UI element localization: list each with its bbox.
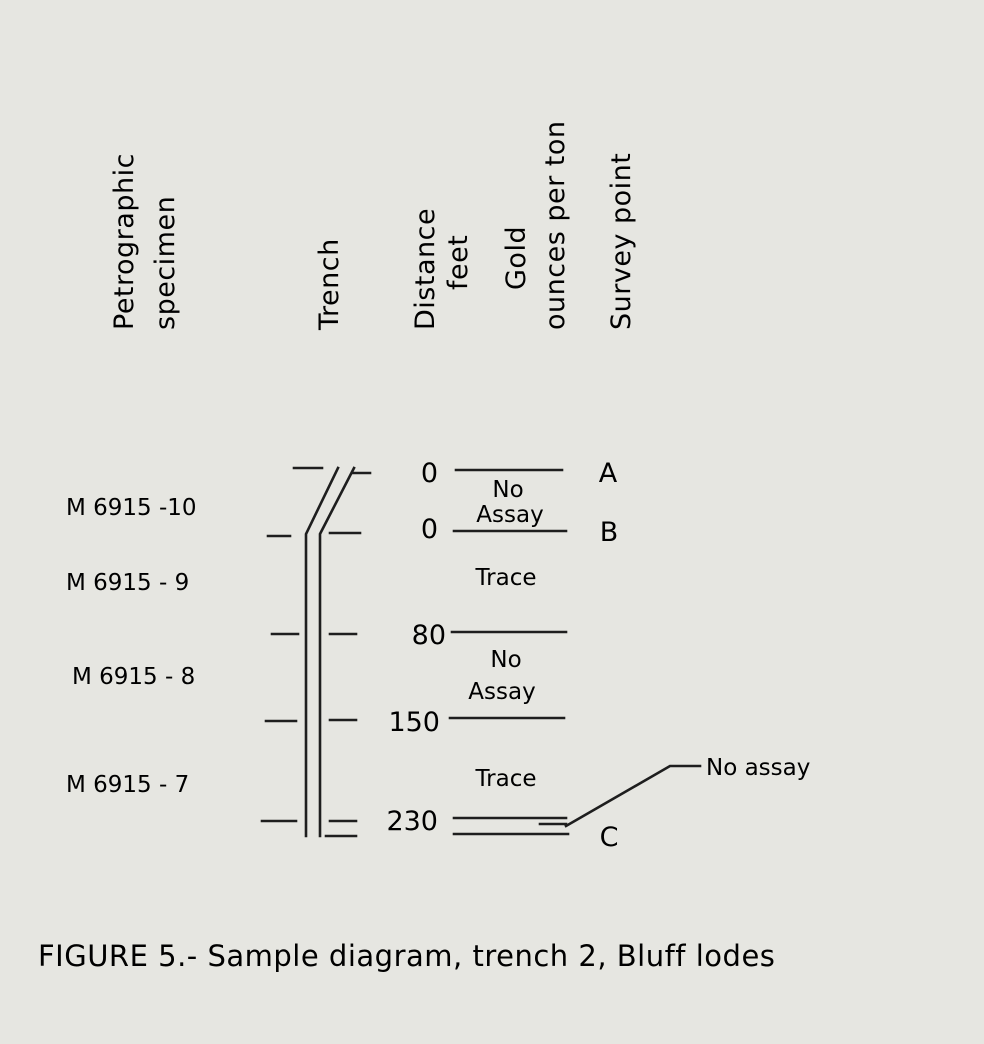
distance-label: 80 bbox=[411, 620, 446, 651]
assay-label: Assay bbox=[476, 502, 544, 528]
distance-label: 0 bbox=[420, 514, 438, 545]
distance-label: 230 bbox=[386, 806, 438, 837]
distance-label: 0 bbox=[420, 458, 438, 489]
trench-drawing bbox=[262, 468, 370, 836]
header-gold-line1: Gold bbox=[501, 225, 532, 290]
assay-label: No bbox=[492, 477, 524, 503]
specimen-label: M 6915 -10 bbox=[66, 495, 197, 521]
distance-label: 150 bbox=[388, 707, 440, 738]
callout-label: No assay bbox=[706, 755, 811, 781]
trench-wall-right bbox=[320, 468, 354, 836]
column-headers bbox=[109, 121, 637, 332]
specimen-label: M 6915 - 9 bbox=[66, 570, 190, 596]
assay-labels bbox=[468, 477, 543, 792]
specimen-label: M 6915 - 7 bbox=[66, 772, 190, 798]
trench-wall-left bbox=[306, 468, 338, 836]
assay-label: Assay bbox=[468, 679, 536, 705]
trench-tick-0a bbox=[294, 468, 370, 473]
survey-point-label: B bbox=[599, 517, 619, 548]
survey-point-label: C bbox=[599, 822, 619, 853]
header-trench: Trench bbox=[314, 238, 345, 330]
specimen-labels bbox=[66, 495, 197, 798]
trench-tick-150 bbox=[266, 720, 356, 721]
header-gold-line2: ounces per ton bbox=[540, 120, 571, 330]
distance-labels bbox=[386, 458, 446, 837]
header-distance-line1: Distance bbox=[410, 207, 441, 330]
assay-label: Trace bbox=[475, 766, 537, 792]
survey-point-label: A bbox=[598, 458, 618, 489]
assay-label: Trace bbox=[475, 565, 537, 591]
no-assay-callout bbox=[540, 755, 810, 826]
header-survey: Survey point bbox=[606, 152, 637, 330]
callout-leader-line bbox=[566, 766, 700, 826]
specimen-label: M 6915 - 8 bbox=[72, 664, 196, 690]
header-distance-line2: feet bbox=[443, 234, 474, 290]
assay-label: No bbox=[490, 647, 522, 673]
header-specimen-line2: specimen bbox=[150, 195, 181, 330]
header-specimen-line1: Petrographic bbox=[109, 153, 140, 330]
figure-caption: FIGURE 5.- Sample diagram, trench 2, Bluff lodes bbox=[38, 939, 776, 973]
survey-points bbox=[599, 458, 619, 853]
trench-tick-0b bbox=[268, 533, 360, 536]
